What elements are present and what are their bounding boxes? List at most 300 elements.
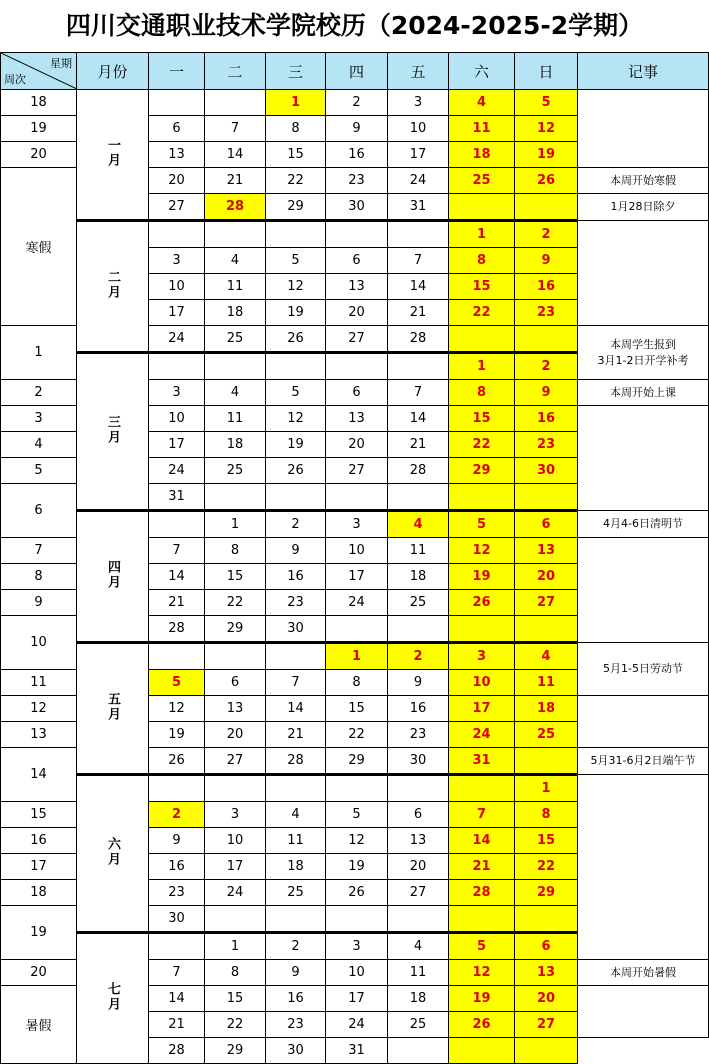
day-cell-thu	[326, 221, 388, 248]
day-cell-sun: 13	[515, 538, 578, 564]
day-cell-sun: 27	[515, 590, 578, 616]
day-cell-mon	[149, 511, 205, 538]
day-cell-sat: 24	[449, 722, 515, 748]
week-number-cell: 寒假	[1, 168, 77, 326]
day-cell-mon	[149, 221, 205, 248]
day-cell-wed: 7	[266, 670, 326, 696]
day-cell-fri: 30	[388, 748, 449, 775]
week-number-cell: 20	[1, 960, 77, 986]
day-cell-mon: 31	[149, 484, 205, 511]
day-cell-tue: 28	[205, 194, 266, 221]
month-label: 七月	[105, 981, 120, 1012]
day-cell-mon: 3	[149, 380, 205, 406]
day-cell-thu: 20	[326, 432, 388, 458]
week-number-cell: 19	[1, 906, 77, 960]
day-cell-fri: 16	[388, 696, 449, 722]
day-cell-sun: 9	[515, 248, 578, 274]
day-cell-fri	[388, 1038, 449, 1064]
week-number-cell: 2	[1, 380, 77, 406]
day-cell-sun: 8	[515, 802, 578, 828]
day-cell-sun	[515, 484, 578, 511]
note-cell	[578, 775, 709, 960]
day-cell-fri: 18	[388, 986, 449, 1012]
day-cell-fri: 13	[388, 828, 449, 854]
day-cell-mon	[149, 643, 205, 670]
day-cell-thu: 20	[326, 300, 388, 326]
day-cell-thu: 22	[326, 722, 388, 748]
day-cell-sat: 3	[449, 643, 515, 670]
day-cell-sat: 15	[449, 406, 515, 432]
day-cell-fri: 24	[388, 168, 449, 194]
day-cell-sat	[449, 194, 515, 221]
day-cell-sun: 1	[515, 775, 578, 802]
day-cell-fri: 23	[388, 722, 449, 748]
week-number-cell: 7	[1, 538, 77, 564]
day-cell-sat: 5	[449, 511, 515, 538]
day-cell-sat	[449, 326, 515, 353]
day-cell-wed: 25	[266, 880, 326, 906]
day-cell-sat: 25	[449, 168, 515, 194]
month-cell	[77, 90, 149, 221]
day-header-tue: 二	[205, 53, 266, 90]
day-cell-sat	[449, 616, 515, 643]
day-cell-fri: 21	[388, 432, 449, 458]
day-cell-fri: 14	[388, 406, 449, 432]
week-number-cell: 14	[1, 748, 77, 802]
day-cell-wed: 30	[266, 1038, 326, 1064]
page-title: 四川交通职业技术学院校历（2024-2025-2学期）	[65, 11, 644, 40]
week-number-cell: 13	[1, 722, 77, 748]
day-cell-mon: 28	[149, 1038, 205, 1064]
day-cell-sat	[449, 906, 515, 933]
day-cell-tue: 20	[205, 722, 266, 748]
day-cell-mon: 6	[149, 116, 205, 142]
day-cell-tue: 15	[205, 986, 266, 1012]
day-cell-sun: 26	[515, 168, 578, 194]
day-cell-fri	[388, 906, 449, 933]
day-cell-sun	[515, 906, 578, 933]
day-cell-sun: 22	[515, 854, 578, 880]
day-cell-tue: 7	[205, 116, 266, 142]
day-cell-fri: 4	[388, 511, 449, 538]
week-number-cell: 18	[1, 880, 77, 906]
day-cell-mon: 10	[149, 406, 205, 432]
note-cell	[578, 90, 709, 168]
day-cell-sat: 4	[449, 90, 515, 116]
day-header-wed: 三	[266, 53, 326, 90]
day-cell-wed	[266, 484, 326, 511]
day-cell-tue	[205, 221, 266, 248]
day-cell-tue	[205, 90, 266, 116]
day-cell-wed: 12	[266, 406, 326, 432]
day-cell-sun: 11	[515, 670, 578, 696]
note-cell: 本周开始暑假	[578, 960, 709, 986]
day-cell-fri: 21	[388, 300, 449, 326]
week-number-cell: 3	[1, 406, 77, 432]
day-cell-mon: 7	[149, 538, 205, 564]
day-cell-sun	[515, 1038, 578, 1064]
week-number-cell: 1	[1, 326, 77, 380]
day-header-fri: 五	[388, 53, 449, 90]
day-cell-fri: 2	[388, 643, 449, 670]
day-cell-thu	[326, 484, 388, 511]
day-cell-sat: 12	[449, 538, 515, 564]
week-number-cell: 4	[1, 432, 77, 458]
day-cell-mon	[149, 353, 205, 380]
day-cell-thu: 2	[326, 90, 388, 116]
day-cell-sun: 4	[515, 643, 578, 670]
day-cell-fri: 11	[388, 960, 449, 986]
day-cell-sat: 1	[449, 221, 515, 248]
day-cell-mon	[149, 775, 205, 802]
day-cell-sun: 16	[515, 274, 578, 300]
day-cell-wed: 5	[266, 380, 326, 406]
day-cell-sat: 1	[449, 353, 515, 380]
day-cell-fri: 28	[388, 326, 449, 353]
day-cell-sun: 2	[515, 221, 578, 248]
day-cell-sun: 20	[515, 986, 578, 1012]
day-cell-tue: 25	[205, 458, 266, 484]
day-cell-wed: 21	[266, 722, 326, 748]
day-cell-wed: 28	[266, 748, 326, 775]
day-cell-thu: 26	[326, 880, 388, 906]
day-cell-sat: 11	[449, 116, 515, 142]
day-cell-fri: 7	[388, 248, 449, 274]
month-label: 四月	[105, 559, 120, 590]
day-cell-wed	[266, 643, 326, 670]
day-cell-wed: 26	[266, 326, 326, 353]
day-cell-wed: 2	[266, 933, 326, 960]
day-cell-sat	[449, 484, 515, 511]
day-cell-sat: 5	[449, 933, 515, 960]
day-cell-wed: 19	[266, 300, 326, 326]
day-cell-tue: 4	[205, 248, 266, 274]
week-number-cell: 19	[1, 116, 77, 142]
day-cell-wed: 22	[266, 168, 326, 194]
day-cell-sat: 22	[449, 300, 515, 326]
day-cell-fri: 20	[388, 854, 449, 880]
day-cell-wed: 5	[266, 248, 326, 274]
day-cell-wed: 4	[266, 802, 326, 828]
month-cell	[77, 643, 149, 775]
day-cell-fri: 11	[388, 538, 449, 564]
day-cell-sat: 17	[449, 696, 515, 722]
day-cell-sun: 25	[515, 722, 578, 748]
day-cell-mon: 23	[149, 880, 205, 906]
day-cell-thu: 27	[326, 326, 388, 353]
day-cell-sat: 21	[449, 854, 515, 880]
day-cell-wed: 11	[266, 828, 326, 854]
day-cell-sat: 19	[449, 564, 515, 590]
day-cell-tue: 22	[205, 590, 266, 616]
day-cell-wed: 30	[266, 616, 326, 643]
day-cell-wed: 23	[266, 1012, 326, 1038]
day-cell-tue	[205, 906, 266, 933]
month-cell	[77, 933, 149, 1064]
day-cell-mon: 20	[149, 168, 205, 194]
month-column-header: 月份	[77, 53, 149, 90]
day-cell-fri: 9	[388, 670, 449, 696]
day-cell-tue: 22	[205, 1012, 266, 1038]
note-cell	[578, 538, 709, 643]
day-cell-thu	[326, 906, 388, 933]
day-cell-tue: 29	[205, 1038, 266, 1064]
day-cell-mon: 2	[149, 802, 205, 828]
day-cell-sun	[515, 616, 578, 643]
day-cell-sat: 18	[449, 142, 515, 168]
day-cell-fri: 27	[388, 880, 449, 906]
day-header-thu: 四	[326, 53, 388, 90]
day-cell-thu: 8	[326, 670, 388, 696]
day-cell-sat: 19	[449, 986, 515, 1012]
day-cell-sun: 9	[515, 380, 578, 406]
day-cell-tue: 17	[205, 854, 266, 880]
day-cell-fri	[388, 221, 449, 248]
day-cell-tue: 21	[205, 168, 266, 194]
day-cell-sun	[515, 194, 578, 221]
day-cell-tue: 8	[205, 960, 266, 986]
day-cell-wed: 16	[266, 564, 326, 590]
calendar-row	[1, 90, 709, 116]
day-cell-tue: 27	[205, 748, 266, 775]
day-cell-sun: 30	[515, 458, 578, 484]
day-cell-mon: 17	[149, 432, 205, 458]
calendar-row	[1, 221, 709, 248]
day-cell-thu	[326, 616, 388, 643]
day-cell-mon: 21	[149, 1012, 205, 1038]
day-cell-sun: 6	[515, 511, 578, 538]
day-cell-wed: 29	[266, 194, 326, 221]
day-cell-mon: 14	[149, 986, 205, 1012]
day-cell-wed	[266, 906, 326, 933]
day-cell-mon: 14	[149, 564, 205, 590]
day-cell-tue	[205, 775, 266, 802]
day-cell-mon: 16	[149, 854, 205, 880]
week-number-cell: 11	[1, 670, 77, 696]
day-cell-wed	[266, 221, 326, 248]
day-cell-mon: 5	[149, 670, 205, 696]
day-cell-wed: 14	[266, 696, 326, 722]
notes-column-header: 记事	[578, 53, 709, 90]
day-cell-thu: 3	[326, 933, 388, 960]
day-cell-sun: 23	[515, 432, 578, 458]
day-cell-mon: 12	[149, 696, 205, 722]
day-cell-sat: 28	[449, 880, 515, 906]
day-cell-tue: 11	[205, 406, 266, 432]
day-cell-thu	[326, 353, 388, 380]
day-cell-sat: 22	[449, 432, 515, 458]
day-cell-mon	[149, 90, 205, 116]
day-cell-mon: 28	[149, 616, 205, 643]
day-cell-mon: 10	[149, 274, 205, 300]
day-cell-thu: 3	[326, 511, 388, 538]
note-cell: 本周开始上课	[578, 380, 709, 406]
week-number-cell: 12	[1, 696, 77, 722]
day-cell-sun: 19	[515, 142, 578, 168]
day-cell-thu	[326, 775, 388, 802]
day-cell-sun: 5	[515, 90, 578, 116]
day-cell-wed: 16	[266, 986, 326, 1012]
day-cell-wed: 9	[266, 538, 326, 564]
day-cell-sat: 8	[449, 248, 515, 274]
day-cell-fri: 10	[388, 116, 449, 142]
day-cell-wed: 9	[266, 960, 326, 986]
day-cell-thu: 24	[326, 590, 388, 616]
note-cell: 4月4-6日清明节	[578, 511, 709, 538]
note-cell	[578, 221, 709, 326]
day-cell-tue: 18	[205, 300, 266, 326]
day-cell-wed: 26	[266, 458, 326, 484]
month-label: 六月	[105, 836, 120, 867]
day-cell-sat: 14	[449, 828, 515, 854]
day-cell-wed: 1	[266, 90, 326, 116]
header-row	[1, 53, 709, 90]
day-cell-thu: 12	[326, 828, 388, 854]
day-cell-sun: 12	[515, 116, 578, 142]
day-cell-mon: 13	[149, 142, 205, 168]
day-header-sat: 六	[449, 53, 515, 90]
day-cell-thu: 13	[326, 406, 388, 432]
day-cell-fri: 17	[388, 142, 449, 168]
day-cell-fri: 25	[388, 1012, 449, 1038]
day-cell-sun: 2	[515, 353, 578, 380]
day-cell-sat: 26	[449, 590, 515, 616]
week-number-cell: 10	[1, 616, 77, 670]
note-cell	[578, 986, 709, 1038]
day-cell-thu: 1	[326, 643, 388, 670]
day-cell-sat: 8	[449, 380, 515, 406]
day-cell-sun: 23	[515, 300, 578, 326]
day-cell-mon: 24	[149, 458, 205, 484]
day-cell-wed	[266, 353, 326, 380]
day-cell-thu: 5	[326, 802, 388, 828]
day-cell-sun	[515, 748, 578, 775]
day-cell-fri	[388, 775, 449, 802]
school-calendar-table	[0, 52, 709, 1064]
day-cell-wed: 19	[266, 432, 326, 458]
day-cell-sun: 15	[515, 828, 578, 854]
day-cell-thu: 23	[326, 168, 388, 194]
day-cell-fri	[388, 353, 449, 380]
day-header-mon: 一	[149, 53, 205, 90]
day-cell-mon: 27	[149, 194, 205, 221]
month-label: 三月	[105, 414, 120, 445]
day-cell-tue: 14	[205, 142, 266, 168]
day-cell-sun: 29	[515, 880, 578, 906]
day-cell-tue: 6	[205, 670, 266, 696]
day-cell-thu: 13	[326, 274, 388, 300]
day-cell-thu: 16	[326, 142, 388, 168]
week-number-cell: 6	[1, 484, 77, 538]
week-number-cell: 16	[1, 828, 77, 854]
day-cell-wed: 18	[266, 854, 326, 880]
day-header-sun: 日	[515, 53, 578, 90]
day-cell-mon: 3	[149, 248, 205, 274]
note-cell: 1月28日除夕	[578, 194, 709, 221]
day-cell-thu: 15	[326, 696, 388, 722]
week-number-cell: 20	[1, 142, 77, 168]
day-cell-thu: 19	[326, 854, 388, 880]
month-cell	[77, 353, 149, 511]
day-cell-sat: 12	[449, 960, 515, 986]
note-cell: 本周学生报到 3月1-2日开学补考	[578, 326, 709, 380]
day-cell-thu: 27	[326, 458, 388, 484]
week-number-axis-label: 周次	[4, 73, 26, 86]
day-cell-tue: 18	[205, 432, 266, 458]
day-cell-mon: 26	[149, 748, 205, 775]
day-cell-fri: 4	[388, 933, 449, 960]
month-cell	[77, 775, 149, 933]
day-cell-tue: 24	[205, 880, 266, 906]
day-cell-tue: 3	[205, 802, 266, 828]
week-number-cell: 17	[1, 854, 77, 880]
day-cell-fri: 6	[388, 802, 449, 828]
day-cell-thu: 31	[326, 1038, 388, 1064]
day-cell-sat: 7	[449, 802, 515, 828]
month-cell	[77, 511, 149, 643]
day-cell-fri: 14	[388, 274, 449, 300]
calendar-row	[1, 643, 709, 670]
note-cell: 本周开始寒假	[578, 168, 709, 194]
weekday-axis-label: 星期	[50, 57, 72, 70]
day-cell-mon: 17	[149, 300, 205, 326]
day-cell-fri: 18	[388, 564, 449, 590]
day-cell-fri: 3	[388, 90, 449, 116]
day-cell-sat: 29	[449, 458, 515, 484]
day-cell-thu: 9	[326, 116, 388, 142]
day-cell-tue: 15	[205, 564, 266, 590]
day-cell-tue: 10	[205, 828, 266, 854]
note-cell	[578, 696, 709, 748]
note-cell: 5月1-5日劳动节	[578, 643, 709, 696]
day-cell-sun: 13	[515, 960, 578, 986]
day-cell-sun: 20	[515, 564, 578, 590]
week-number-cell: 15	[1, 802, 77, 828]
week-number-cell: 暑假	[1, 986, 77, 1064]
day-cell-fri: 28	[388, 458, 449, 484]
day-cell-thu: 29	[326, 748, 388, 775]
day-cell-mon: 24	[149, 326, 205, 353]
day-cell-thu: 10	[326, 960, 388, 986]
month-label: 五月	[105, 691, 120, 722]
day-cell-thu: 17	[326, 564, 388, 590]
day-cell-mon: 7	[149, 960, 205, 986]
note-cell: 5月31-6月2日端午节	[578, 748, 709, 775]
day-cell-thu: 10	[326, 538, 388, 564]
day-cell-mon	[149, 933, 205, 960]
day-cell-tue: 1	[205, 933, 266, 960]
day-cell-tue: 11	[205, 274, 266, 300]
day-cell-tue	[205, 643, 266, 670]
day-cell-fri	[388, 616, 449, 643]
day-cell-wed: 12	[266, 274, 326, 300]
day-cell-sun: 16	[515, 406, 578, 432]
day-cell-sat	[449, 1038, 515, 1064]
day-cell-sat: 15	[449, 274, 515, 300]
day-cell-thu: 6	[326, 248, 388, 274]
day-cell-fri	[388, 484, 449, 511]
week-number-cell: 5	[1, 458, 77, 484]
day-cell-thu: 24	[326, 1012, 388, 1038]
day-cell-tue: 1	[205, 511, 266, 538]
month-label: 一月	[105, 137, 120, 168]
day-cell-mon: 19	[149, 722, 205, 748]
month-cell	[77, 221, 149, 353]
week-number-cell: 8	[1, 564, 77, 590]
day-cell-thu: 6	[326, 380, 388, 406]
day-cell-wed: 8	[266, 116, 326, 142]
day-cell-wed: 23	[266, 590, 326, 616]
